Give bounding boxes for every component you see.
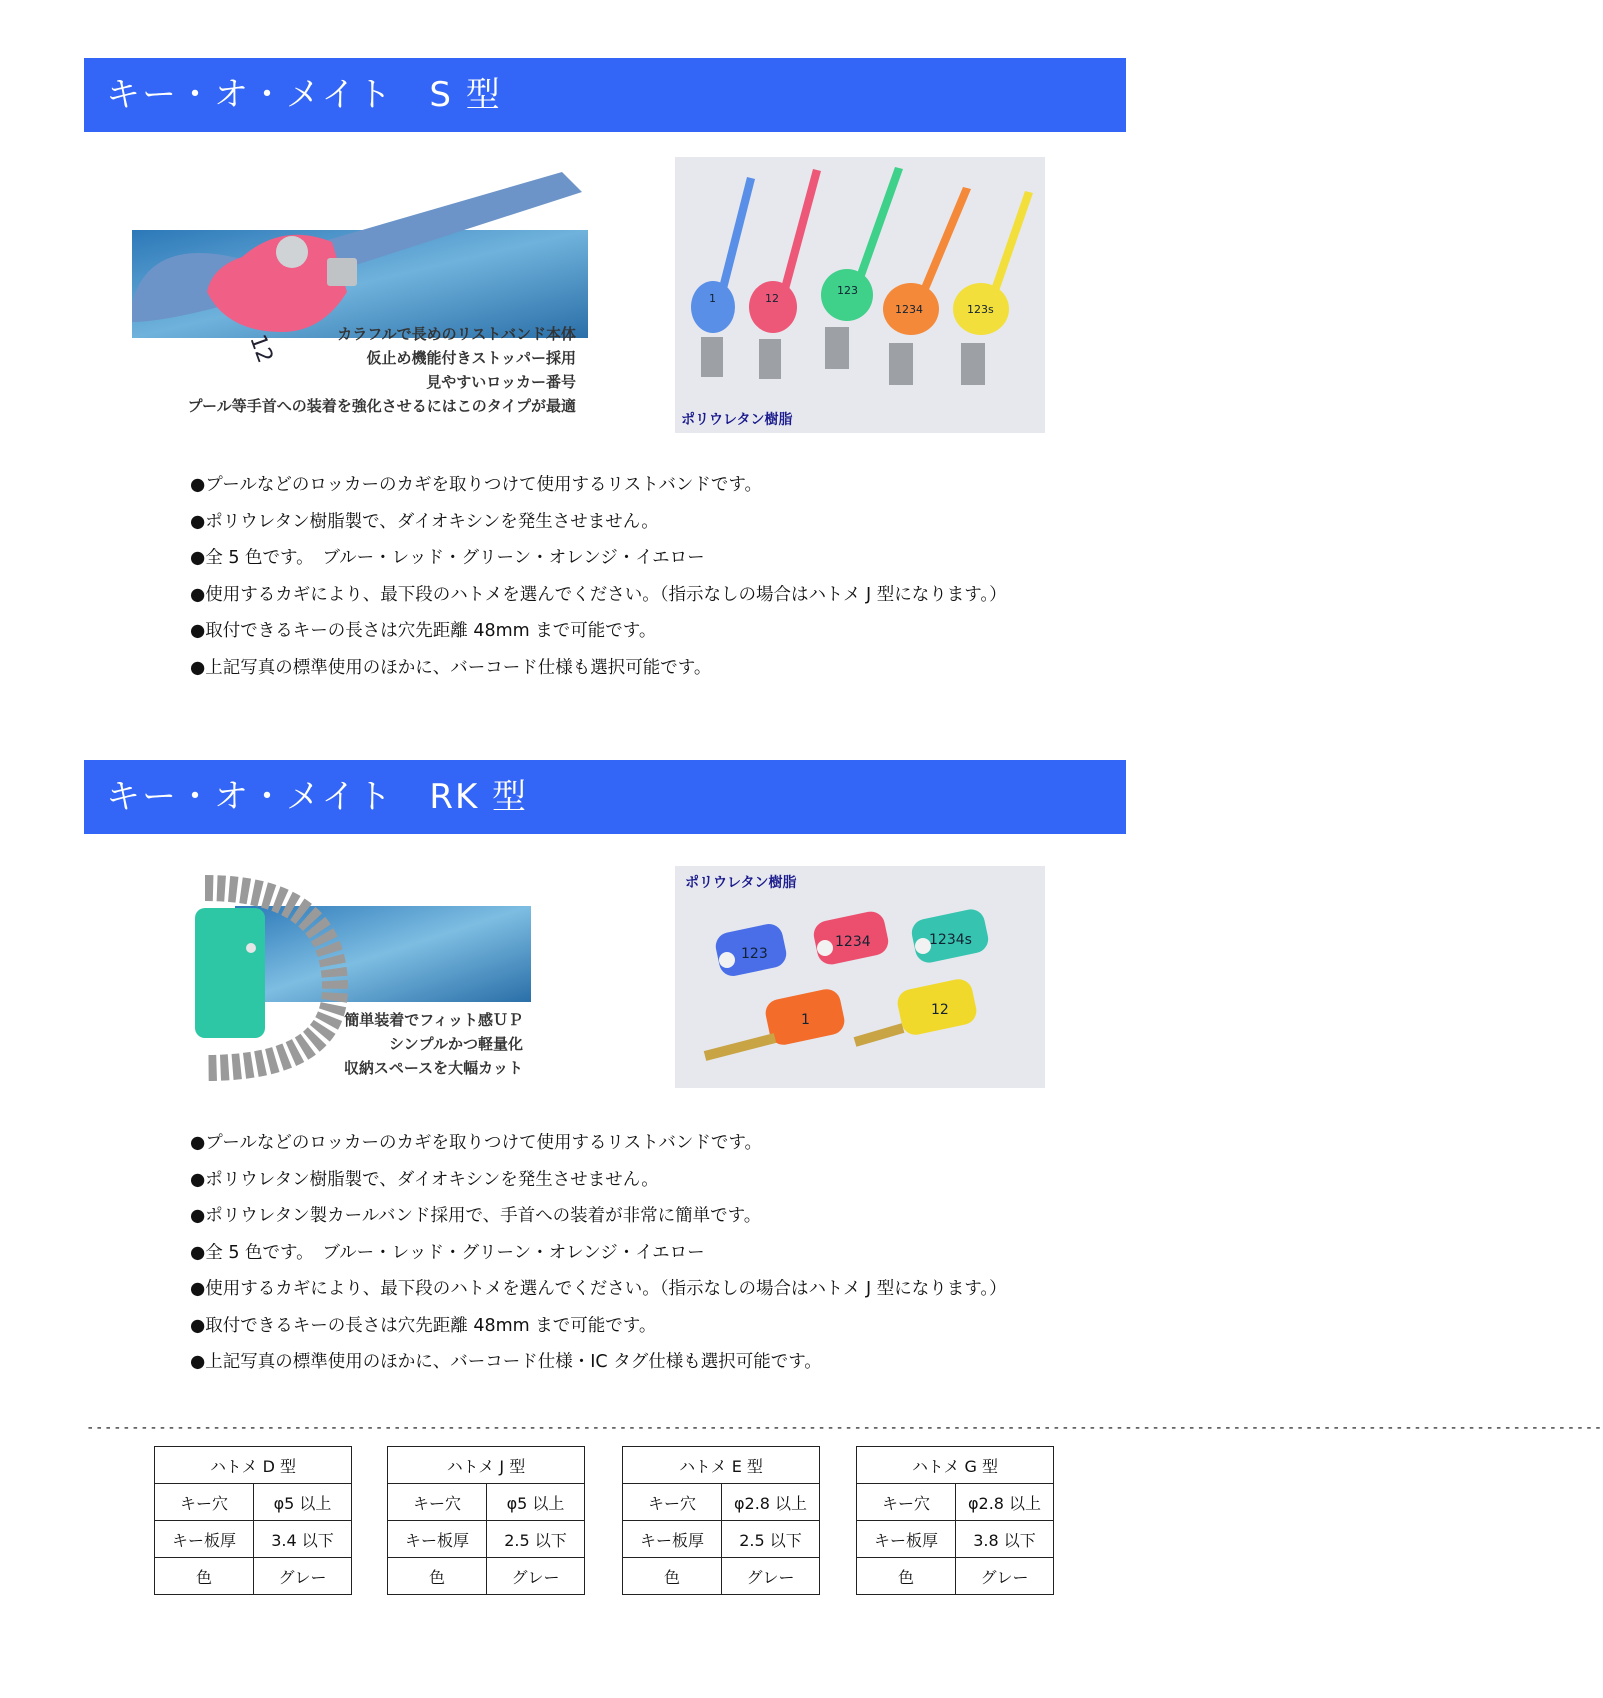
- rk-photo-caption-3: 収納スペースを大幅カット: [343, 1059, 523, 1077]
- s-color-tag-3: 123: [837, 284, 858, 297]
- spec-label: キー板厚: [623, 1521, 722, 1558]
- orange-band: [883, 187, 971, 385]
- spec-value: φ2.8 以上: [956, 1484, 1054, 1521]
- s-bullet-4: ●使用するカギにより、最下段のハトメを選んでください。（指示なしの場合はハトメ J 型になります。）: [190, 584, 1007, 605]
- rk-color-tag-5: 12: [931, 1002, 949, 1018]
- spec-value: 3.4 以下: [254, 1521, 352, 1558]
- s-photo-caption-4: プール等手首への装着を強化させるにはこのタイプが最適: [187, 397, 576, 415]
- s-color-tag-2: 12: [765, 292, 779, 305]
- blue-band: [691, 177, 755, 377]
- rk-photo-caption-1: 簡単装着でフィット感ＵＰ: [344, 1011, 523, 1029]
- yellow-band: [953, 191, 1033, 385]
- s-bullet-2: ●ポリウレタン樹脂製で、ダイオキシンを発生させません。: [190, 511, 659, 532]
- spec-value: 2.5 以下: [487, 1521, 585, 1558]
- spec-table-title: ハトメ J 型: [388, 1447, 585, 1484]
- s-bullet-1: ●プールなどのロッカーのカギを取りつけて使用するリストバンドです。: [190, 475, 762, 495]
- rk-color-tag-1: 123: [741, 946, 768, 962]
- yellow-tag: [855, 977, 979, 1042]
- rk-photo-caption-2: シンプルかつ軽量化: [388, 1035, 523, 1053]
- spec-label: 色: [857, 1558, 956, 1595]
- spec-value: グレー: [956, 1558, 1054, 1595]
- spec-value: グレー: [722, 1558, 820, 1595]
- spec-label: キー板厚: [155, 1521, 254, 1558]
- s-color-tag-5: 123s: [967, 303, 994, 316]
- s-type-colors-illustration: [675, 157, 1045, 433]
- spec-label: キー穴: [388, 1484, 487, 1521]
- spec-label: キー穴: [857, 1484, 956, 1521]
- spec-value: φ2.8 以上: [722, 1484, 820, 1521]
- rk-bullet-6: ●取付できるキーの長さは穴先距離 48mm まで可能です。: [190, 1315, 657, 1336]
- spec-table-j: [387, 1446, 585, 1595]
- spec-label: 色: [623, 1558, 722, 1595]
- rk-type-colors-illustration: [675, 866, 1045, 1088]
- section-divider: ------------------------------------------------------------------------------------------------------------------------------------------------------------------------: [86, 1420, 1603, 1436]
- spec-table-d: [154, 1446, 352, 1595]
- spec-label: 色: [155, 1558, 254, 1595]
- spec-value: 2.5 以下: [722, 1521, 820, 1558]
- rk-type-bullets: [190, 1125, 1007, 1381]
- s-photo-caption-1: カラフルで長めのリストバンド本体: [337, 325, 576, 343]
- rk-color-tag-3: 1234s: [929, 932, 972, 948]
- rk-bullet-1: ●プールなどのロッカーのカギを取りつけて使用するリストバンドです。: [190, 1133, 762, 1153]
- spec-table-title: ハトメ G 型: [857, 1447, 1054, 1484]
- red-band: [749, 169, 821, 379]
- s-photo-tag-number: 12: [244, 331, 278, 367]
- spec-value: グレー: [254, 1558, 352, 1595]
- rk-type-colors-photo: [675, 866, 1045, 1088]
- rk-color-tag-4: 1: [801, 1012, 810, 1028]
- s-type-colors-photo: [675, 157, 1045, 433]
- orange-tag: [705, 987, 847, 1056]
- s-bullet-5: ●取付できるキーの長さは穴先距離 48mm まで可能です。: [190, 621, 657, 641]
- spec-table-title: ハトメ E 型: [623, 1447, 820, 1484]
- s-color-tag-1: 1: [709, 292, 716, 305]
- rk-bullet-7: ●上記写真の標準使用のほかに、バーコード仕様・IC タグ仕様も選択可能です。: [190, 1352, 822, 1372]
- rk-type-product-photo: [195, 878, 535, 1078]
- spec-label: キー穴: [155, 1484, 254, 1521]
- s-color-tag-4: 1234: [895, 303, 923, 316]
- rk-bullet-3: ●ポリウレタン製カールバンド採用で、手首への装着が非常に簡単です。: [190, 1206, 762, 1226]
- spec-label: キー板厚: [388, 1521, 487, 1558]
- section-s-title: キー・オ・メイト S 型: [84, 58, 1126, 132]
- s-type-product-photo: [132, 162, 594, 430]
- s-type-bullets: [190, 467, 1007, 686]
- rk-material-label: ポリウレタン樹脂: [685, 875, 797, 891]
- spec-label: キー板厚: [857, 1521, 956, 1558]
- spec-value: φ5 以上: [487, 1484, 585, 1521]
- s-photo-caption-3: 見やすいロッカー番号: [426, 373, 576, 391]
- s-material-label: ポリウレタン樹脂: [681, 412, 793, 428]
- section-rk-title: キー・オ・メイト RK 型: [84, 760, 1126, 834]
- s-photo-caption-2: 仮止め機能付きストッパー採用: [366, 349, 576, 367]
- green-band: [821, 167, 903, 369]
- spec-value: グレー: [487, 1558, 585, 1595]
- rk-bullet-2: ●ポリウレタン樹脂製で、ダイオキシンを発生させません。: [190, 1169, 659, 1190]
- spec-table-title: ハトメ D 型: [155, 1447, 352, 1484]
- rk-bullet-4: ●全 5 色です。 ブルー・レッド・グリーン・オレンジ・イエロー: [190, 1242, 705, 1263]
- spec-value: 3.8 以下: [956, 1521, 1054, 1558]
- rk-color-tag-2: 1234: [835, 934, 871, 950]
- spec-table-g: [856, 1446, 1054, 1595]
- rk-bullet-5: ●使用するカギにより、最下段のハトメを選んでください。（指示なしの場合はハトメ J 型になります。）: [190, 1279, 1007, 1299]
- s-bullet-6: ●上記写真の標準使用のほかに、バーコード仕様も選択可能です。: [190, 657, 712, 678]
- s-bullet-3: ●全 5 色です。 ブルー・レッド・グリーン・オレンジ・イエロー: [190, 548, 705, 568]
- spec-label: 色: [388, 1558, 487, 1595]
- spec-label: キー穴: [623, 1484, 722, 1521]
- spec-value: φ5 以上: [254, 1484, 352, 1521]
- spec-table-e: [622, 1446, 820, 1595]
